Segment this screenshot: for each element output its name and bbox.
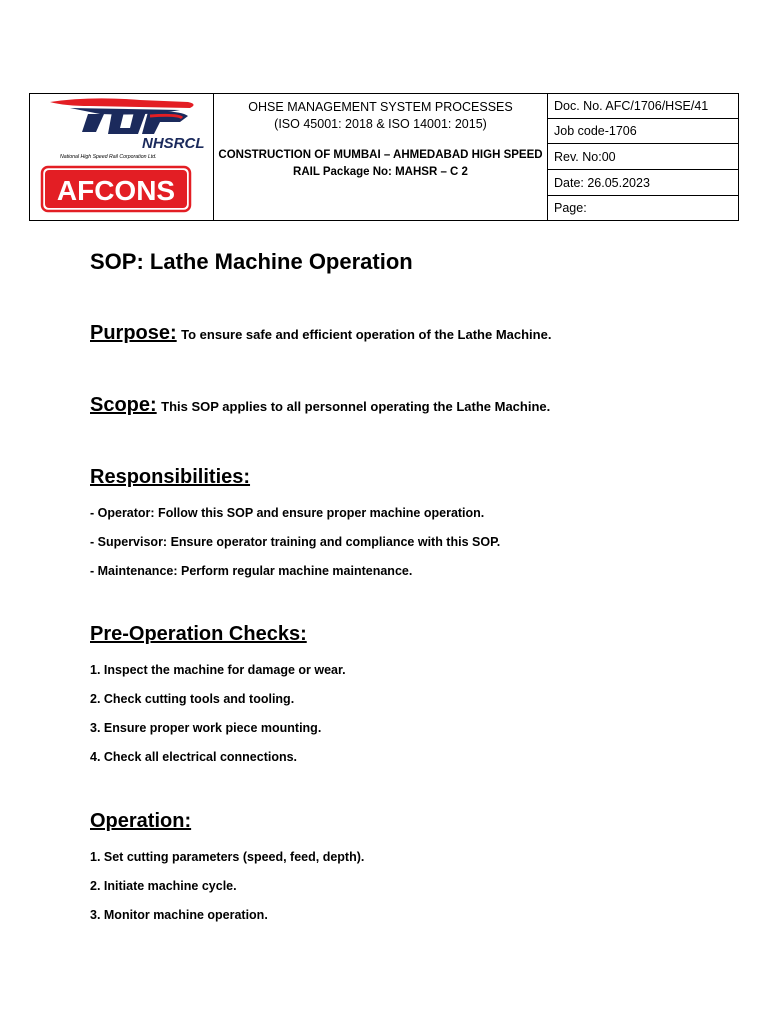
document-header-table bbox=[29, 93, 739, 221]
responsibility-item: - Supervisor: Ensure operator training and compliance with this SOP. bbox=[90, 535, 501, 549]
purpose-section bbox=[90, 322, 551, 345]
pre-operation-item: 4. Check all electrical connections. bbox=[90, 750, 298, 764]
afcons-logo bbox=[30, 94, 213, 216]
pre-operation-item: 1. Inspect the machine for damage or wear. bbox=[90, 663, 346, 677]
revision-number: Rev. No:00 bbox=[548, 144, 739, 170]
purpose-text: To ensure safe and efficient operation of the Lathe Machine. bbox=[181, 327, 552, 342]
document-date: Date: 26.05.2023 bbox=[548, 170, 739, 196]
doc-number: Doc. No. AFC/1706/HSE/41 bbox=[548, 94, 739, 119]
logo-cell bbox=[30, 94, 214, 221]
sop-title: SOP: Lathe Machine Operation bbox=[90, 249, 413, 274]
system-title: OHSE MANAGEMENT SYSTEM PROCESSES bbox=[248, 100, 513, 114]
project-line-2: RAIL Package No: MAHSR – C 2 bbox=[293, 166, 468, 178]
responsibility-item: - Operator: Follow this SOP and ensure proper machine operation. bbox=[90, 506, 485, 520]
iso-standards: (ISO 45001: 2018 & ISO 14001: 2015) bbox=[274, 117, 487, 131]
nhsrcl-logo-text: NHSRCL bbox=[142, 135, 205, 152]
nhsrcl-logo-subtext: National High Speed Rail Corporation Ltd. bbox=[60, 154, 157, 160]
operation-item: 1. Set cutting parameters (speed, feed, depth). bbox=[90, 850, 365, 864]
operation-item: 3. Monitor machine operation. bbox=[90, 908, 268, 922]
scope-text: This SOP applies to all personnel operating the Lathe Machine. bbox=[161, 399, 551, 414]
responsibility-item: - Maintenance: Perform regular machine maintenance. bbox=[90, 564, 413, 578]
header-center-cell bbox=[214, 94, 548, 221]
purpose-heading: Purpose: bbox=[90, 322, 177, 344]
responsibilities-heading: Responsibilities: bbox=[90, 466, 251, 488]
pre-operation-item: 3. Ensure proper work piece mounting. bbox=[90, 721, 322, 735]
page-number: Page: bbox=[548, 196, 739, 221]
operation-heading: Operation: bbox=[90, 810, 192, 832]
operation-item: 2. Initiate machine cycle. bbox=[90, 879, 237, 893]
pre-operation-heading: Pre-Operation Checks: bbox=[90, 623, 307, 645]
scope-heading: Scope: bbox=[90, 394, 157, 416]
scope-section bbox=[90, 394, 550, 417]
afcons-logo-text: AFCONS bbox=[56, 175, 176, 206]
project-line-1: CONSTRUCTION OF MUMBAI – AHMEDABAD HIGH SPEED bbox=[218, 149, 543, 161]
job-code: Job code-1706 bbox=[548, 119, 739, 144]
pre-operation-item: 2. Check cutting tools and tooling. bbox=[90, 692, 295, 706]
